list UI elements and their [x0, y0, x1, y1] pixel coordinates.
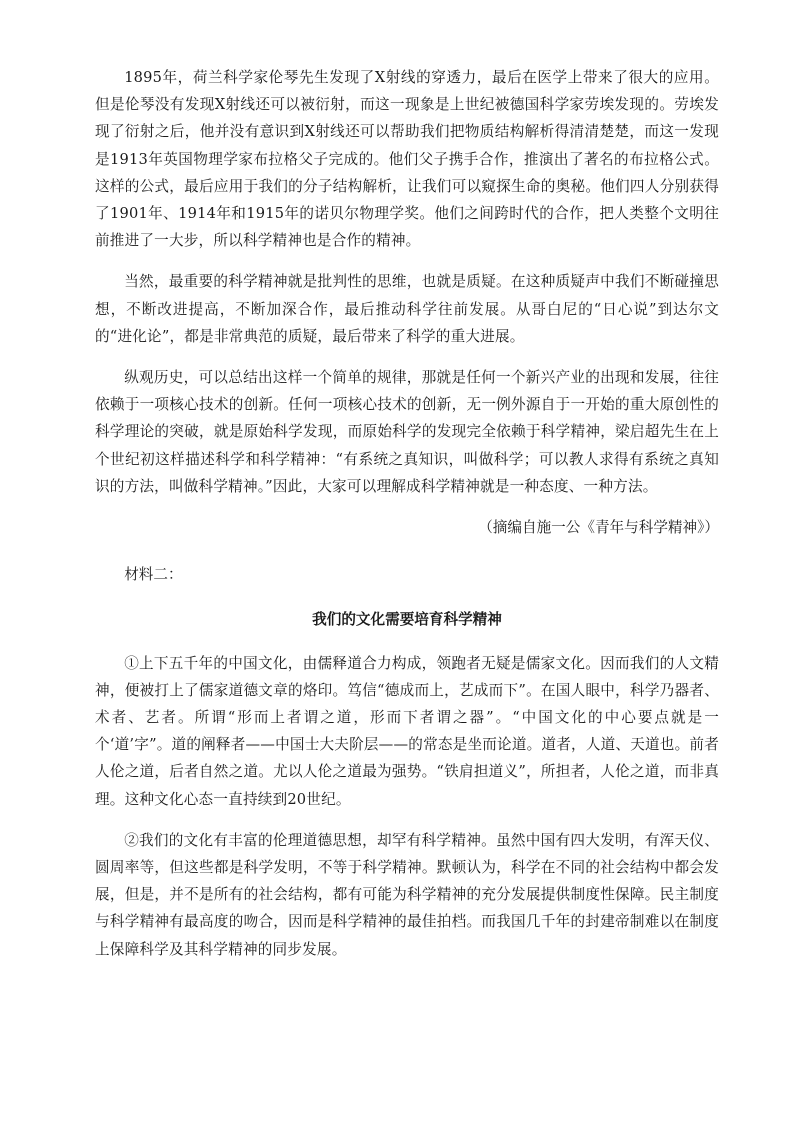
document-page	[95, 64, 719, 977]
paragraph-chinese-culture: ①上下五千年的中国文化，由儒释道合力构成，领跑者无疑是儒家文化。因而我们的人文精神，便被打上了儒家道德文章的烙印。笃信“德成而上，艺成而下”。在国人眼中，科学乃器者、术者、艺者。所谓“形而上者谓之道，形而下者谓之器”。“中国文化的中心要点就是一个‘道’字”。道的阐释者——中国士大夫阶层——的常态是坐而论道。道者，人道、天道也。前者人伦之道，后者自然之道。尤以人伦之道最为强势。“铁肩担道义”，所担者，人伦之道，而非真理。这种文化心态一直持续到20世纪。	[95, 654, 719, 808]
paragraph-ethics-science: ②我们的文化有丰富的伦理道德思想，却罕有科学精神。虽然中国有四大发明，有浑天仪、圆周率等，但这些都是科学发明，不等于科学精神。默顿认为，科学在不同的社会结构中都会发展，但是，并不是所有的社会结构，都有可能为科学精神的充分发展提供制度性保障。民主制度与科学精神有最高度的吻合，因而是科学精神的最佳拍档。而我国几千年的封建帝制难以在制度上保障科学及其科学精神的同步发展。	[95, 831, 719, 958]
paragraph-collaboration: 1895年，荷兰科学家伦琴先生发现了X射线的穿透力，最后在医学上带来了很大的应用。但是伦琴没有发现X射线还可以被衍射，而这一现象是上世纪被德国科学家劳埃发现的。劳埃发现了衍射之后，他并没有意识到X射线还可以帮助我们把物质结构解析得清清楚楚，而这一发现是1913年英国物理学家布拉格父子完成的。他们父子携手合作，推演出了著名的布拉格公式。这样的公式，最后应用于我们的分子结构解析，让我们可以窥探生命的奥秘。他们四人分别获得了1901年、1914年和1915年的诺贝尔物理学奖。他们之间跨时代的合作，把人类整个文明往前推进了一大步，所以科学精神也是合作的精神。	[95, 69, 719, 250]
paragraph-innovation: 纵观历史，可以总结出这样一个简单的规律，那就是任何一个新兴产业的出现和发展，往往依赖于一项核心技术的创新。任何一项核心技术的创新，无一例外源自于一开始的重大原创性的科学理论的突破，就是原始科学发现，而原始科学的发现完全依赖于科学精神，梁启超先生在上个世纪初这样描述科学和科学精神：“有系统之真知识，叫做科学；可以教人求得有系统之真知识的方法，叫做科学精神。”因此，大家可以理解成科学精神就是一种态度、一种方法。	[95, 369, 719, 495]
source-citation: （摘编自施一公《青年与科学精神》）	[478, 519, 719, 537]
article-title: 我们的文化需要培育科学精神	[312, 611, 502, 629]
paragraph-critical-thinking: 当然，最重要的科学精神就是批判性的思维，也就是质疑。在这种质疑声中我们不断碰撞思想，不断改进提高，不断加深合作，最后推动科学往前发展。从哥白尼的“日心说”到达尔文的“进化论”，都是非常典范的质疑，最后带来了科学的重大进展。	[95, 273, 719, 345]
material-label: 材料二：	[124, 566, 183, 584]
